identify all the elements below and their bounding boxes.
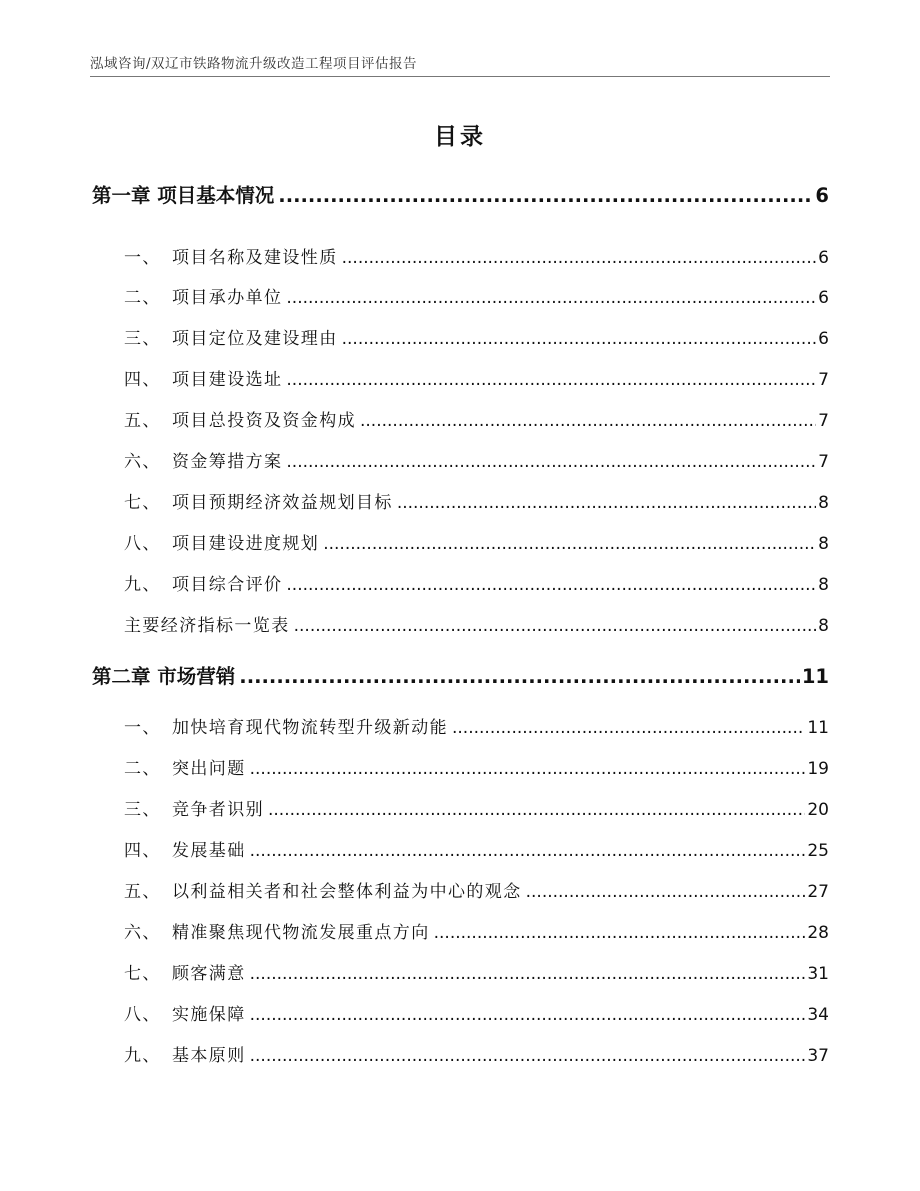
toc-leader-dots xyxy=(452,718,805,738)
toc-leader-dots xyxy=(397,493,816,513)
toc-section-number: 二、 xyxy=(124,288,161,308)
toc-section-2-5[interactable] xyxy=(124,882,829,902)
toc-section-2-6[interactable] xyxy=(124,923,829,943)
toc-section-1-10[interactable] xyxy=(124,616,829,636)
toc-section-number: 七、 xyxy=(124,493,161,513)
toc-chapter-1[interactable] xyxy=(92,184,829,207)
toc-leader-dots xyxy=(250,964,806,984)
toc-section-2-7[interactable] xyxy=(124,964,829,984)
toc-section-number: 八、 xyxy=(124,1005,161,1025)
toc-section-label: 主要经济指标一览表 xyxy=(124,616,290,636)
toc-page-number: 27 xyxy=(807,882,829,902)
toc-section-2-3[interactable] xyxy=(124,800,829,820)
toc-leader-dots xyxy=(268,800,805,820)
toc-section-1-8[interactable] xyxy=(124,534,829,554)
toc-section-label: 项目建设进度规划 xyxy=(172,534,320,554)
toc-page-number: 7 xyxy=(818,370,829,390)
toc-leader-dots xyxy=(286,288,816,308)
toc-section-label: 以利益相关者和社会整体利益为中心的观念 xyxy=(172,882,522,902)
toc-leader-dots xyxy=(526,882,806,902)
toc-page-number: 8 xyxy=(818,616,829,636)
toc-section-label: 基本原则 xyxy=(172,1046,246,1066)
toc-leader-dots xyxy=(250,841,806,861)
header-rule xyxy=(90,76,830,77)
toc-page-number: 6 xyxy=(818,248,829,268)
toc-section-number: 七、 xyxy=(124,964,161,984)
toc-section-1-7[interactable] xyxy=(124,493,829,513)
toc-section-number: 四、 xyxy=(124,841,161,861)
toc-section-label: 项目总投资及资金构成 xyxy=(172,411,356,431)
toc-section-1-4[interactable] xyxy=(124,370,829,390)
toc-section-label: 精准聚焦现代物流发展重点方向 xyxy=(172,923,430,943)
toc-section-label: 突出问题 xyxy=(172,759,246,779)
toc-section-2-4[interactable] xyxy=(124,841,829,861)
running-header: 泓域咨询/双辽市铁路物流升级改造工程项目评估报告 xyxy=(90,56,418,72)
toc-page-number: 8 xyxy=(818,534,829,554)
toc-section-label: 加快培育现代物流转型升级新动能 xyxy=(172,718,448,738)
toc-chapter-label: 第一章 项目基本情况 xyxy=(92,184,275,207)
toc-leader-dots xyxy=(342,248,817,268)
toc-leader-dots xyxy=(342,329,817,349)
toc-section-1-6[interactable] xyxy=(124,452,829,472)
toc-section-number: 四、 xyxy=(124,370,161,390)
toc-section-label: 资金筹措方案 xyxy=(172,452,283,472)
toc-page-number: 11 xyxy=(801,665,829,688)
toc-section-1-1[interactable] xyxy=(124,248,829,268)
toc-page-number: 31 xyxy=(807,964,829,984)
toc-section-2-2[interactable] xyxy=(124,759,829,779)
toc-section-number: 六、 xyxy=(124,923,161,943)
toc-leader-dots xyxy=(250,759,806,779)
toc-section-label: 项目承办单位 xyxy=(172,288,283,308)
toc-leader-dots xyxy=(250,1046,806,1066)
toc-section-number: 六、 xyxy=(124,452,161,472)
toc-section-number: 五、 xyxy=(124,411,161,431)
toc-chapter-2[interactable] xyxy=(92,665,829,688)
toc-section-1-5[interactable] xyxy=(124,411,829,431)
toc-section-label: 项目名称及建设性质 xyxy=(172,248,338,268)
toc-section-number: 一、 xyxy=(124,718,161,738)
toc-page-number: 25 xyxy=(807,841,829,861)
toc-section-number: 三、 xyxy=(124,329,161,349)
toc-section-label: 项目预期经济效益规划目标 xyxy=(172,493,393,513)
toc-page-number: 37 xyxy=(807,1046,829,1066)
toc-section-number: 二、 xyxy=(124,759,161,779)
toc-section-number: 五、 xyxy=(124,882,161,902)
toc-section-1-3[interactable] xyxy=(124,329,829,349)
toc-section-1-2[interactable] xyxy=(124,288,829,308)
toc-section-label: 实施保障 xyxy=(172,1005,246,1025)
toc-leader-dots xyxy=(360,411,816,431)
toc-page-number: 20 xyxy=(807,800,829,820)
toc-section-2-9[interactable] xyxy=(124,1046,829,1066)
toc-section-label: 项目定位及建设理由 xyxy=(172,329,338,349)
toc-leader-dots xyxy=(278,184,813,207)
toc-section-label: 项目综合评价 xyxy=(172,575,283,595)
toc-section-2-1[interactable] xyxy=(124,718,829,738)
toc-section-number: 八、 xyxy=(124,534,161,554)
toc-leader-dots xyxy=(323,534,816,554)
toc-page-number: 28 xyxy=(807,923,829,943)
toc-chapter-label: 第二章 市场营销 xyxy=(92,665,236,688)
toc-section-number: 九、 xyxy=(124,1046,161,1066)
toc-page-number: 6 xyxy=(818,329,829,349)
toc-page-number: 19 xyxy=(807,759,829,779)
toc-page-number: 8 xyxy=(818,493,829,513)
toc-leader-dots xyxy=(294,616,817,636)
toc-leader-dots xyxy=(434,923,806,943)
toc-page-number: 34 xyxy=(807,1005,829,1025)
toc-section-label: 顾客满意 xyxy=(172,964,246,984)
toc-page-number: 6 xyxy=(815,184,829,207)
toc-leader-dots xyxy=(286,452,816,472)
toc-title: 目录 xyxy=(434,124,486,150)
toc-page-number: 7 xyxy=(818,411,829,431)
toc-leader-dots xyxy=(286,370,816,390)
toc-leader-dots xyxy=(239,665,800,688)
toc-section-label: 项目建设选址 xyxy=(172,370,283,390)
toc-page-number: 7 xyxy=(818,452,829,472)
toc-leader-dots xyxy=(250,1005,806,1025)
toc-page-number: 8 xyxy=(818,575,829,595)
toc-section-number: 一、 xyxy=(124,248,161,268)
toc-section-1-9[interactable] xyxy=(124,575,829,595)
toc-page-number: 6 xyxy=(818,288,829,308)
toc-section-number: 九、 xyxy=(124,575,161,595)
toc-page-number: 11 xyxy=(807,718,829,738)
toc-section-label: 竞争者识别 xyxy=(172,800,264,820)
toc-section-2-8[interactable] xyxy=(124,1005,829,1025)
toc-leader-dots xyxy=(286,575,816,595)
toc-section-label: 发展基础 xyxy=(172,841,246,861)
toc-section-number: 三、 xyxy=(124,800,161,820)
